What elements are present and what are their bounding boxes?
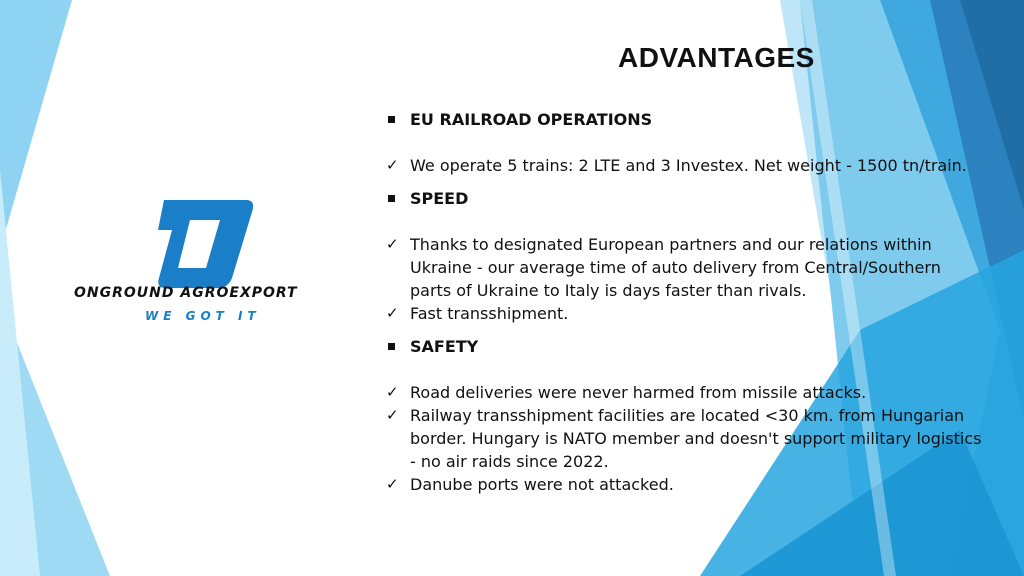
slide-title: ADVANTAGES: [618, 42, 815, 73]
logo-wordmark: ONGROUND AGROEXPORT: [74, 285, 298, 301]
section-heading-text: SPEED: [410, 189, 469, 208]
list-item-text: Railway transshipment facilities are located <30 km. from Hungarian border. Hungary is NATO member and doesn't support military logistics - no air raids since 2022.: [410, 406, 982, 471]
list-item-text: Road deliveries were never harmed from missile attacks.: [410, 383, 867, 402]
section-heading-text: SAFETY: [410, 337, 479, 356]
checkmark-icon: ✓: [386, 156, 399, 174]
checkmark-icon: ✓: [386, 235, 399, 253]
logo-tagline: WE GOT IT: [145, 309, 261, 323]
section-heading-text: EU RAILROAD OPERATIONS: [410, 110, 653, 129]
section-heading: [386, 187, 986, 211]
list-item-text: We operate 5 trains: 2 LTE and 3 Investex. Net weight - 1500 tn/train.: [410, 156, 967, 175]
checkmark-icon: ✓: [386, 304, 399, 322]
square-bullet-icon: [388, 195, 395, 202]
checkmark-icon: ✓: [386, 383, 399, 401]
list-item-text: Fast transshipment.: [410, 304, 569, 323]
section-heading: [386, 108, 986, 132]
section-speed: [386, 187, 986, 325]
list-item: [386, 404, 986, 473]
list-item: [386, 473, 986, 496]
list-item: [386, 381, 986, 404]
advantages-list: [386, 108, 986, 496]
list-item: [386, 302, 986, 325]
section-eu-railroad: [386, 108, 986, 177]
list-item-text: Danube ports were not attacked.: [410, 475, 674, 494]
checkmark-icon: ✓: [386, 475, 399, 493]
list-item: [386, 233, 986, 302]
list-item: [386, 154, 986, 177]
section-heading: [386, 335, 986, 359]
square-bullet-icon: [388, 343, 395, 350]
list-item-text: Thanks to designated European partners and our relations within Ukraine - our average time of auto delivery from Central/Southern parts of Ukraine to Italy is days faster than rivals.: [410, 235, 941, 300]
checkmark-icon: ✓: [386, 406, 399, 424]
square-bullet-icon: [388, 116, 395, 123]
section-safety: [386, 335, 986, 496]
